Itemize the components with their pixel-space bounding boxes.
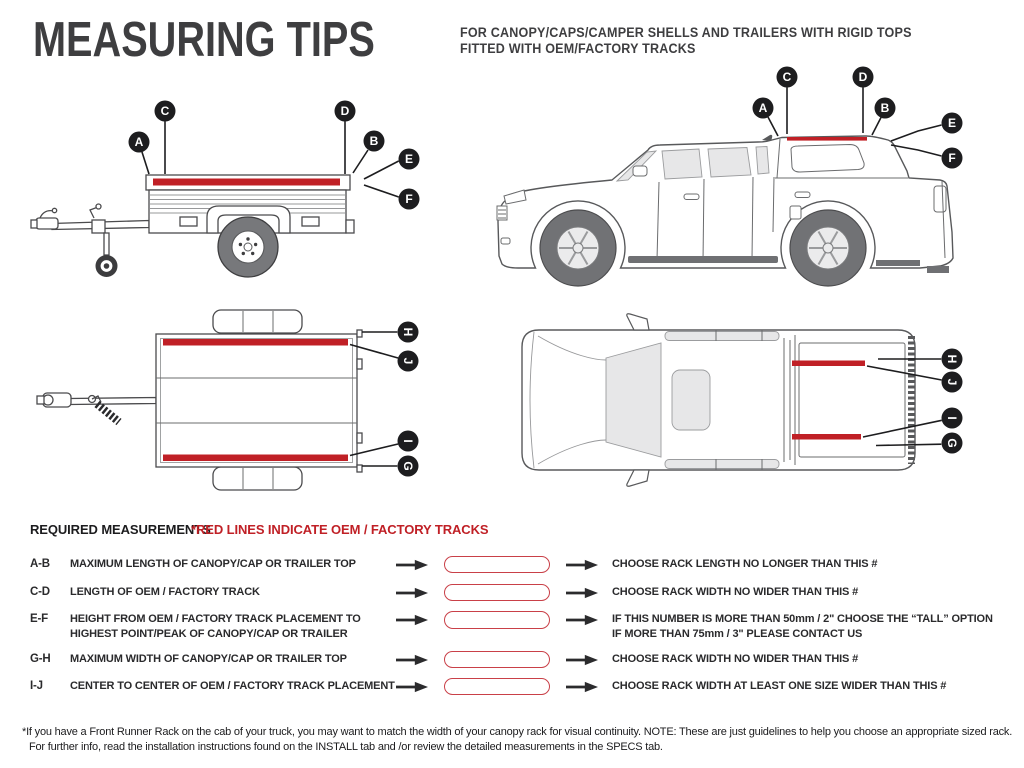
trailer-top-illustration (30, 305, 440, 505)
row-instruction (612, 679, 946, 694)
windshield (606, 343, 661, 457)
factory-track-red-line (787, 137, 867, 141)
row-description-line1: LENGTH OF OEM / FACTORY TRACK (70, 586, 260, 598)
svg-text:B: B (880, 101, 890, 115)
trailer-wheel (218, 217, 278, 277)
row-instruction-line2: IF MORE THAN 75mm / 3" PLEASE CONTACT US (612, 628, 863, 640)
truck-top-illustration (500, 310, 990, 510)
row-description (70, 585, 260, 600)
svg-text:E: E (947, 116, 957, 130)
arrow-icon (566, 587, 598, 599)
marker-j (398, 351, 419, 372)
svg-text:E: E (404, 152, 414, 166)
marker-h (398, 322, 419, 343)
rocker-panel (628, 256, 778, 263)
marker-d (335, 101, 356, 122)
measurement-input-pill[interactable] (444, 651, 550, 668)
row-instruction-line1: IF THIS NUMBER IS MORE THAN 50mm / 2" CHOOSE THE “TALL” OPTION (612, 613, 993, 625)
row-instruction-line1: CHOOSE RACK WIDTH AT LEAST ONE SIZE WIDER THAN THIS # (612, 680, 947, 692)
truck-top-body (522, 314, 915, 487)
arrow-icon (566, 654, 598, 666)
svg-text:A: A (758, 101, 768, 115)
factory-track-red-line (792, 434, 861, 440)
svg-text:F: F (405, 192, 413, 206)
row-description (70, 557, 356, 572)
svg-text:H: H (945, 354, 959, 364)
tow-bar (70, 398, 156, 405)
svg-text:I: I (401, 439, 415, 443)
svg-text:H: H (401, 327, 415, 337)
required-measurements-heading: REQUIRED MEASUREMENTS (30, 522, 211, 537)
svg-text:D: D (340, 104, 350, 118)
measurement-input-pill[interactable] (444, 584, 550, 601)
truck-side-illustration (490, 60, 1020, 300)
row-instruction (612, 585, 858, 600)
subtitle-line-2: FITTED WITH OEM/FACTORY TRACKS (460, 40, 696, 56)
marker-j (942, 372, 963, 393)
marker-f (399, 189, 420, 210)
row-instruction (612, 612, 993, 642)
row-description-line1: MAXIMUM LENGTH OF CANOPY/CAP OR TRAILER TOP (70, 558, 356, 570)
marker-f (942, 148, 963, 169)
trailer-top-markers (350, 322, 419, 477)
row-description (70, 652, 347, 667)
antenna-fin (762, 135, 772, 141)
marker-a (753, 98, 774, 119)
row-description-line1: CENTER TO CENTER OF OEM / FACTORY TRACK PLACEMENT (70, 680, 395, 692)
marker-i (942, 408, 963, 429)
row-id: I-J (30, 680, 43, 692)
sunroof (672, 370, 710, 430)
fender-bottom (213, 467, 302, 490)
marker-i (398, 431, 419, 452)
subtitle-line-1: FOR CANOPY/CAPS/CAMPER SHELLS AND TRAILERS WITH RIGID TOPS (460, 25, 912, 40)
arrow-icon (566, 559, 598, 571)
arrow-icon (396, 587, 428, 599)
fender-top (213, 310, 302, 333)
arrow-icon (396, 681, 428, 693)
row-description-line1: HEIGHT FROM OEM / FACTORY TRACK PLACEMENT TO (70, 613, 361, 625)
svg-text:C: C (782, 70, 792, 84)
factory-track-red-line (163, 455, 348, 462)
measurement-input-pill[interactable] (444, 611, 550, 629)
marker-h (942, 349, 963, 370)
side-mirror (627, 314, 649, 330)
arrow-icon (396, 654, 428, 666)
row-instruction (612, 652, 858, 667)
row-instruction-line1: CHOOSE RACK LENGTH NO LONGER THAN THIS # (612, 558, 878, 570)
arrow-icon (566, 614, 598, 626)
marker-e (399, 149, 420, 170)
canopy-window (791, 145, 864, 173)
trailer-side-illustration (30, 90, 440, 300)
marker-b (364, 131, 385, 152)
jockey-handle (97, 404, 119, 422)
row-id: C-D (30, 586, 50, 598)
row-instruction-line1: CHOOSE RACK WIDTH NO WIDER THAN THIS # (612, 586, 859, 598)
arrow-icon (566, 681, 598, 693)
svg-text:J: J (401, 357, 415, 365)
row-description (70, 612, 361, 642)
marker-g (942, 433, 963, 454)
svg-text:C: C (160, 104, 170, 118)
page-subtitle (460, 25, 912, 56)
svg-text:F: F (948, 151, 956, 165)
row-description-line1: MAXIMUM WIDTH OF CANOPY/CAP OR TRAILER TOP (70, 653, 347, 665)
side-mirror (627, 470, 649, 486)
svg-text:G: G (401, 461, 415, 471)
red-lines-note: *RED LINES INDICATE OEM / FACTORY TRACKS (191, 522, 489, 537)
page-title: MEASURING TIPS (33, 13, 375, 67)
factory-track-red-line (792, 361, 865, 367)
marker-d (853, 67, 874, 88)
factory-track-red-line (153, 179, 340, 186)
marker-c (155, 101, 176, 122)
row-instruction (612, 557, 877, 572)
marker-c (777, 67, 798, 88)
svg-text:J: J (945, 378, 959, 386)
arrow-icon (396, 559, 428, 571)
svg-text:G: G (945, 438, 959, 448)
svg-text:B: B (369, 134, 379, 148)
marker-g (398, 456, 419, 477)
trailer-top-body (37, 310, 362, 490)
row-description (70, 679, 395, 694)
row-id: E-F (30, 613, 48, 625)
marker-b (875, 98, 896, 119)
factory-track-red-line (163, 339, 348, 346)
measurement-row-ef (0, 612, 1024, 644)
measurement-row-ij (0, 679, 1024, 711)
trailer-side-body (31, 175, 354, 277)
row-id: A-B (30, 558, 50, 570)
svg-text:I: I (945, 416, 959, 420)
svg-text:A: A (134, 135, 144, 149)
row-description-line2: HIGHEST POINT/PEAK OF CANOPY/CAP OR TRAILER (70, 628, 348, 640)
side-mirror (633, 166, 647, 176)
measurement-input-pill[interactable] (444, 678, 550, 695)
rear-hitch (927, 266, 949, 273)
marker-e (942, 113, 963, 134)
arrow-icon (396, 614, 428, 626)
footnote: *If you have a Front Runner Rack on the cab of your truck, you may want to match the width of your canopy rack for visual continuity. NOTE: These are just guidelines to help you choose an appropriate sized rack. For further info, read the installation instructions found on the INSTALL tab and /or review the detailed measurements in the SPECS tab. (22, 726, 1013, 753)
row-instruction-line1: CHOOSE RACK WIDTH NO WIDER THAN THIS # (612, 653, 859, 665)
svg-text:D: D (858, 70, 868, 84)
marker-a (129, 132, 150, 153)
measurement-input-pill[interactable] (444, 556, 550, 573)
row-id: G-H (30, 653, 51, 665)
